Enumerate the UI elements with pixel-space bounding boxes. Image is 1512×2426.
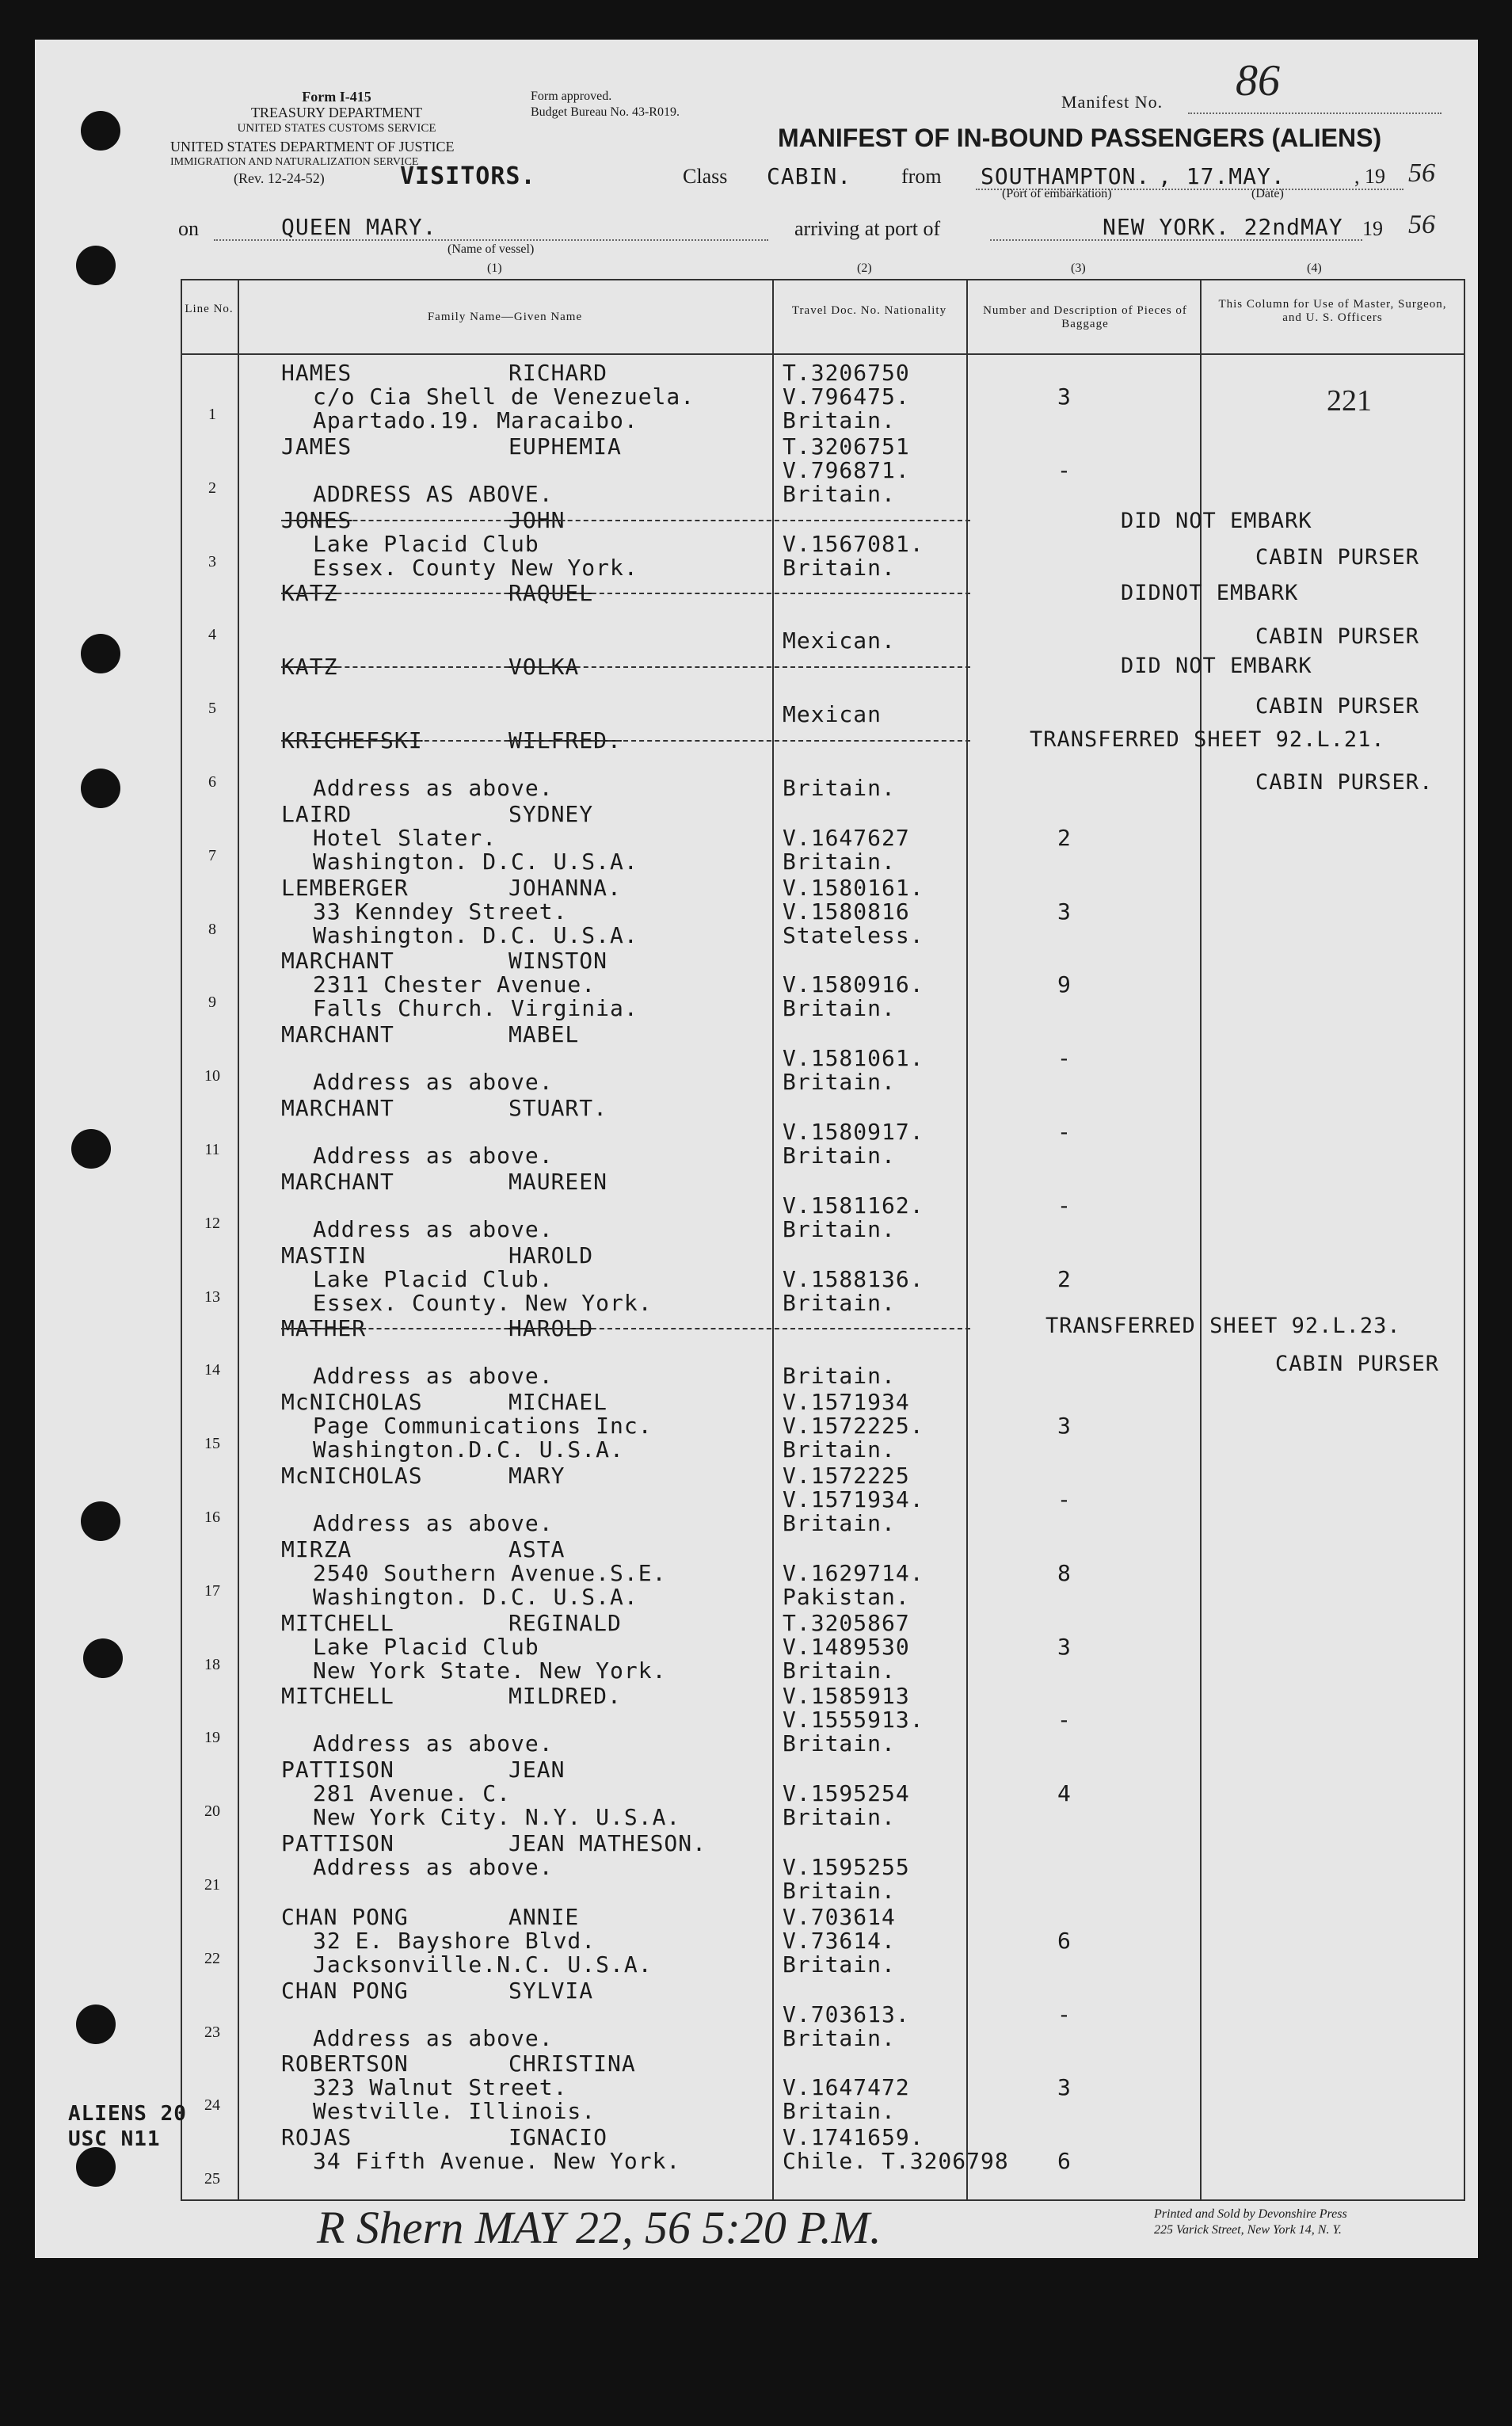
nationality: Britain. [783, 1142, 896, 1169]
col-num-2: (2) [857, 261, 872, 275]
line-number: 1 [208, 406, 216, 423]
passenger-given-name: CHRISTINA [508, 2050, 636, 2077]
travel-doc-1: V.1741659. [783, 2124, 924, 2151]
passenger-address-1: Hotel Slater. [313, 824, 497, 851]
passenger-given-name: STUART. [508, 1095, 608, 1121]
travel-doc-2: V.1647472 [783, 2074, 910, 2101]
baggage-count: 2 [1057, 824, 1072, 851]
passenger-address-1: c/o Cia Shell de Venezuela. [313, 383, 695, 410]
passenger-family-name: MATHER [281, 1315, 367, 1342]
punch-hole [76, 246, 116, 285]
line-number: 18 [204, 1655, 220, 1673]
manifest-sheet [35, 40, 1478, 2258]
arrival-year-label: 19 [1362, 217, 1383, 240]
travel-doc-1: T.3205867 [783, 1609, 910, 1636]
table-left-border [181, 279, 182, 2199]
line-number: 9 [208, 994, 216, 1012]
annot-row1-number: 221 [1327, 384, 1372, 418]
line-number: 24 [204, 2096, 220, 2115]
nationality: Britain. [783, 480, 896, 507]
nationality: Britain. [783, 995, 896, 1022]
manifest-line [1188, 113, 1442, 114]
col-divider-travel [966, 279, 968, 2199]
punch-hole [81, 1501, 120, 1541]
punch-hole [81, 769, 120, 808]
travel-doc-2: V.796475. [783, 383, 910, 410]
passenger-address-1: 34 Fifth Avenue. New York. [313, 2148, 681, 2175]
passenger-given-name: MICHAEL [508, 1389, 608, 1416]
travel-doc-2: V.1572225. [783, 1413, 924, 1440]
nationality: Britain. [783, 1510, 896, 1536]
passenger-address-2: Essex. County. New York. [313, 1289, 653, 1316]
passenger-family-name: MITCHELL [281, 1609, 394, 1636]
table-right-border [1464, 279, 1465, 2199]
passenger-address-2: Address as above. [313, 775, 554, 801]
nationality: Britain. [783, 1730, 896, 1757]
passenger-given-name: MARY [508, 1463, 566, 1489]
passenger-address-2: Washington. D.C. U.S.A. [313, 1583, 638, 1610]
passenger-family-name: MARCHANT [281, 948, 394, 975]
passenger-given-name: JOHANNA. [508, 874, 622, 901]
col-header-line: Line No. [185, 303, 234, 315]
baggage-count: - [1057, 1486, 1072, 1512]
nationality: Britain. [783, 554, 896, 581]
baggage-count: 3 [1057, 1633, 1072, 1660]
passenger-address-1: 2540 Southern Avenue.S.E. [313, 1559, 667, 1586]
travel-doc-2: Chile. T.3206798 [783, 2148, 1009, 2175]
punch-hole [83, 1638, 123, 1678]
passenger-given-name: REGINALD [508, 1609, 622, 1636]
cancel-dash-line [281, 520, 970, 521]
nationality: Britain. [783, 2098, 896, 2125]
dept-customs: UNITED STATES CUSTOMS SERVICE [237, 122, 436, 135]
line-number: 13 [204, 1287, 220, 1306]
passenger-given-name: IGNACIO [508, 2124, 608, 2151]
passenger-address-2: Apartado.19. Maracaibo. [313, 407, 638, 433]
line-number: 8 [208, 920, 216, 938]
aliens-stamp-line2: USC N11 [68, 2127, 161, 2151]
col-header-name: Family Name—Given Name [427, 311, 583, 323]
passenger-given-name: RICHARD [508, 360, 608, 386]
table-header-border [181, 353, 1465, 355]
punch-hole [76, 2005, 116, 2044]
travel-doc-1: V.1585913 [783, 1683, 910, 1710]
port-caption: (Port of embarkation) [1002, 187, 1112, 200]
travel-doc-2: V.1580816 [783, 898, 910, 925]
passenger-address-2: Westville. Illinois. [313, 2098, 596, 2125]
passenger-family-name: MARCHANT [281, 1021, 394, 1048]
vessel-name: QUEEN MARY. [281, 214, 437, 240]
form-number: Form I-415 [302, 89, 371, 105]
passenger-family-name: KATZ [281, 654, 338, 681]
passenger-given-name: MAUREEN [508, 1168, 608, 1195]
cancel-dash-line [281, 1328, 970, 1329]
passenger-given-name: JEAN [508, 1757, 566, 1783]
passenger-address-1: 323 Walnut Street. [313, 2074, 568, 2101]
travel-doc-2: V.1581162. [783, 1192, 924, 1219]
line-number: 16 [204, 1509, 220, 1526]
passenger-given-name: JOHN [508, 506, 566, 533]
baggage-count: 3 [1057, 898, 1072, 925]
line-number: 11 [204, 1141, 220, 1158]
passenger-given-name: WILFRED. [508, 727, 622, 753]
nationality: Britain. [783, 1069, 896, 1096]
passenger-family-name: MARCHANT [281, 1095, 394, 1121]
passenger-given-name: SYLVIA [508, 1977, 594, 2004]
aliens-stamp [68, 2101, 187, 2152]
travel-doc-2: V.1647627 [783, 824, 910, 851]
col-num-4: (4) [1307, 261, 1322, 275]
baggage-count: 6 [1057, 1927, 1072, 1954]
passenger-given-name: ANNIE [508, 1903, 580, 1930]
on-label: on [178, 217, 199, 240]
baggage-count: 9 [1057, 971, 1072, 998]
travel-doc-2: V.796871. [783, 456, 910, 483]
line-number: 3 [208, 552, 216, 570]
passenger-address-2: Washington.D.C. U.S.A. [313, 1436, 624, 1463]
passenger-address-1: Page Communications Inc. [313, 1413, 653, 1440]
annot-did-not-embark-4: DIDNOT EMBARK [1121, 581, 1299, 605]
year-value: 56 [1408, 158, 1435, 188]
passenger-address-1: Lake Placid Club [313, 1633, 539, 1660]
col-divider-baggage [1200, 279, 1202, 2199]
annot-purser-6: CABIN PURSER. [1255, 770, 1434, 795]
dept-treasury: TREASURY DEPARTMENT [250, 105, 423, 120]
line-number: 20 [204, 1802, 220, 1821]
line-number: 10 [204, 1067, 220, 1085]
passenger-given-name: SYDNEY [508, 800, 594, 827]
travel-doc-2: V.73614. [783, 1927, 896, 1954]
form-approved [531, 89, 680, 120]
passenger-family-name: McNICHOLAS [281, 1463, 423, 1489]
col-divider-name [772, 279, 774, 2199]
travel-doc-2: V.1629714. [783, 1559, 924, 1586]
punch-hole [71, 1129, 111, 1169]
approved-line2: Budget Bureau No. 43-R019. [531, 105, 680, 119]
passenger-address-1: Address as above. [313, 1854, 554, 1880]
printer-line2: 225 Varick Street, New York 14, N. Y. [1154, 2223, 1342, 2237]
passenger-address-2: New York State. New York. [313, 1657, 667, 1684]
date-caption: (Date) [1251, 187, 1284, 200]
passenger-family-name: KATZ [281, 580, 338, 607]
passenger-given-name: MABEL [508, 1021, 580, 1048]
travel-doc-2: V.1489530 [783, 1633, 910, 1660]
line-number: 7 [208, 846, 216, 864]
annot-transferred-6: TRANSFERRED SHEET 92.L.21. [1030, 727, 1385, 752]
travel-doc-2: V.1567081. [783, 530, 924, 557]
table-top-border [181, 279, 1465, 280]
page-title: MANIFEST OF IN-BOUND PASSENGERS (ALIENS) [778, 124, 1382, 152]
baggage-count: - [1057, 1192, 1072, 1219]
nationality: Britain. [783, 407, 896, 433]
passenger-given-name: ASTA [508, 1535, 566, 1562]
passenger-address-2: Washington. D.C. U.S.A. [313, 848, 638, 875]
passenger-given-name: EUPHEMIA [508, 433, 622, 460]
line-number: 15 [204, 1435, 220, 1453]
nationality: Britain. [783, 2024, 896, 2051]
annot-did-not-embark-5: DID NOT EMBARK [1121, 654, 1312, 678]
nationality: Mexican [783, 701, 882, 728]
passenger-given-name: HAROLD [508, 1242, 594, 1268]
passenger-family-name: MIRZA [281, 1535, 352, 1562]
baggage-count: - [1057, 456, 1072, 483]
nationality: Britain. [783, 848, 896, 875]
passenger-family-name: PATTISON [281, 1830, 394, 1856]
nationality: Mexican. [783, 627, 896, 654]
travel-doc-2: V.1580917. [783, 1119, 924, 1145]
annot-purser-5: CABIN PURSER [1255, 694, 1420, 719]
baggage-count: 3 [1057, 383, 1072, 410]
passenger-address-1: 33 Kenndey Street. [313, 898, 568, 925]
line-number: 19 [204, 1729, 220, 1747]
travel-doc-2: V.1555913. [783, 1707, 924, 1734]
nationality: Britain. [783, 1436, 896, 1463]
line-number: 23 [204, 2023, 220, 2041]
approved-line1: Form approved. [531, 90, 612, 103]
year-label: , 19 [1354, 165, 1385, 188]
line-number: 5 [208, 700, 216, 718]
printer-line1: Printed and Sold by Devonshire Press [1154, 2207, 1347, 2221]
line-number: 25 [204, 2170, 220, 2188]
travel-doc-1: V.1580161. [783, 874, 924, 901]
manifest-label: Manifest No. [1061, 92, 1164, 112]
passenger-family-name: CHAN PONG [281, 1903, 409, 1930]
line-number: 12 [204, 1214, 220, 1232]
line-number: 4 [208, 626, 216, 644]
line-number: 22 [204, 1949, 220, 1967]
nationality: Pakistan. [783, 1583, 910, 1610]
col-divider-line [238, 279, 239, 2199]
passenger-given-name: MILDRED. [508, 1683, 622, 1710]
baggage-count: - [1057, 1707, 1072, 1734]
nationality: Britain. [783, 1215, 896, 1242]
port-of-embarkation: SOUTHAMPTON. [981, 163, 1151, 189]
punch-hole [81, 634, 120, 673]
nationality: Britain. [783, 1657, 896, 1684]
passenger-address-2: Address as above. [313, 1215, 554, 1242]
baggage-count: - [1057, 2001, 1072, 2027]
cancel-dash-line [281, 593, 970, 594]
annot-transferred-14: TRANSFERRED SHEET 92.L.23. [1045, 1314, 1401, 1338]
arrival-port: NEW YORK. 22ndMAY [1103, 214, 1343, 240]
embark-date: , 17.MAY. [1158, 163, 1285, 189]
line-number: 21 [204, 1876, 220, 1894]
nationality: Britain. [783, 1289, 896, 1316]
class-value: CABIN. [767, 163, 852, 189]
manifest-number: 86 [1236, 56, 1280, 105]
line-number: 2 [208, 479, 216, 497]
line-number: 14 [204, 1361, 220, 1379]
vessel-caption: (Name of vessel) [448, 242, 535, 256]
passenger-address-2: Address as above. [313, 2024, 554, 2051]
inspector-signature: R Shern MAY 22, 56 5:20 P.M. [317, 2202, 882, 2253]
annot-did-not-embark-3: DID NOT EMBARK [1121, 509, 1312, 533]
col-num-3: (3) [1071, 261, 1086, 275]
aliens-stamp-line1: ALIENS 20 [68, 2102, 187, 2126]
passenger-address-1: Lake Placid Club [313, 530, 539, 557]
passenger-family-name: LEMBERGER [281, 874, 409, 901]
passenger-address-2: New York City. N.Y. U.S.A. [313, 1804, 681, 1831]
cancel-dash-line [281, 740, 970, 742]
travel-doc-2: V.1580916. [783, 971, 924, 998]
cancel-dash-line [281, 666, 970, 668]
travel-doc-1: V.1571934 [783, 1389, 910, 1416]
passenger-given-name: WINSTON [508, 948, 608, 975]
passenger-given-name: RAQUEL [508, 580, 594, 607]
passenger-family-name: CHAN PONG [281, 1977, 409, 2004]
passenger-address-1: 281 Avenue. C. [313, 1780, 512, 1807]
baggage-count: 4 [1057, 1780, 1072, 1807]
form-block [170, 89, 503, 136]
col-num-1: (1) [487, 261, 502, 275]
travel-doc-1: T.3206751 [783, 433, 910, 460]
annot-purser-4: CABIN PURSER [1255, 624, 1420, 649]
passenger-address-2: Address as above. [313, 1142, 554, 1169]
passenger-address-2: Address as above. [313, 1363, 554, 1390]
passenger-address-2: Address as above. [313, 1730, 554, 1757]
passenger-address-1: 2311 Chester Avenue. [313, 971, 596, 998]
arriving-label: arriving at port of [794, 217, 941, 240]
nationality: Britain. [783, 1878, 896, 1904]
dept-ins: IMMIGRATION AND NATURALIZATION SERVICE [170, 156, 419, 168]
nationality: Britain. [783, 1363, 896, 1390]
passenger-family-name: McNICHOLAS [281, 1389, 423, 1416]
punch-hole [76, 2147, 116, 2187]
passenger-family-name: JONES [281, 506, 352, 533]
baggage-count: - [1057, 1119, 1072, 1145]
revision: (Rev. 12-24-52) [234, 170, 325, 186]
passenger-address-1: Lake Placid Club. [313, 1265, 554, 1292]
passenger-address-2: Washington. D.C. U.S.A. [313, 921, 638, 948]
passenger-family-name: ROBERTSON [281, 2050, 409, 2077]
passenger-given-name: VOLKA [508, 654, 580, 681]
nationality: Britain. [783, 775, 896, 801]
annot-purser-3: CABIN PURSER [1255, 545, 1420, 570]
col-header-travel: Travel Doc. No. Nationality [791, 304, 947, 317]
passenger-address-2: Jacksonville.N.C. U.S.A. [313, 1951, 653, 1978]
passenger-family-name: MARCHANT [281, 1168, 394, 1195]
passenger-family-name: ROJAS [281, 2124, 352, 2151]
line-number: 17 [204, 1581, 220, 1600]
passenger-family-name: PATTISON [281, 1757, 394, 1783]
col-header-baggage: Number and Description of Pieces of Baggage [983, 304, 1187, 330]
nationality: Stateless. [783, 921, 924, 948]
arrival-year: 56 [1408, 210, 1435, 239]
passenger-address-2: Essex. County New York. [313, 554, 638, 581]
travel-doc-1: V.703614 [783, 1903, 896, 1930]
passenger-address-2: Falls Church. Virginia. [313, 995, 638, 1022]
travel-doc-2: V.1581061. [783, 1045, 924, 1072]
travel-doc-2: V.1595254 [783, 1780, 910, 1807]
dept-justice: UNITED STATES DEPARTMENT OF JUSTICE [170, 139, 455, 154]
annot-purser-14: CABIN PURSER [1275, 1352, 1440, 1376]
passenger-given-name: HAROLD [508, 1315, 594, 1342]
passenger-family-name: JAMES [281, 433, 352, 460]
passenger-family-name: MASTIN [281, 1242, 367, 1268]
passenger-address-2: Address as above. [313, 1510, 554, 1536]
baggage-count: 3 [1057, 2074, 1072, 2101]
passenger-address-2: ADDRESS AS ABOVE. [313, 480, 554, 507]
baggage-count: 8 [1057, 1559, 1072, 1586]
punch-hole [81, 111, 120, 151]
baggage-count: - [1057, 1045, 1072, 1072]
travel-doc-2: V.703613. [783, 2001, 910, 2027]
col-header-officers: This Column for Use of Master, Surgeon, and U. S. Officers [1218, 298, 1447, 324]
passenger-family-name: HAMES [281, 360, 352, 386]
visitors-stamp: VISITORS. [400, 162, 536, 190]
nationality: Britain. [783, 1951, 896, 1978]
baggage-count: 3 [1057, 1413, 1072, 1440]
passenger-family-name: MITCHELL [281, 1683, 394, 1710]
class-label: Class [683, 165, 728, 188]
passenger-address-1: 32 E. Bayshore Blvd. [313, 1927, 596, 1954]
passenger-family-name: LAIRD [281, 800, 352, 827]
from-label: from [901, 165, 942, 188]
travel-doc-2: V.1571934. [783, 1486, 924, 1512]
baggage-count: 2 [1057, 1265, 1072, 1292]
baggage-count: 6 [1057, 2148, 1072, 2175]
travel-doc-1: V.1572225 [783, 1463, 910, 1489]
nationality: Britain. [783, 1804, 896, 1831]
travel-doc-1: T.3206750 [783, 360, 910, 386]
travel-doc-2: V.1588136. [783, 1265, 924, 1292]
passenger-given-name: JEAN MATHESON. [508, 1830, 707, 1856]
passenger-address-2: Address as above. [313, 1069, 554, 1096]
line-number: 6 [208, 773, 216, 791]
passenger-family-name: KRICHEFSKI [281, 727, 423, 753]
travel-doc-2: V.1595255 [783, 1854, 910, 1880]
